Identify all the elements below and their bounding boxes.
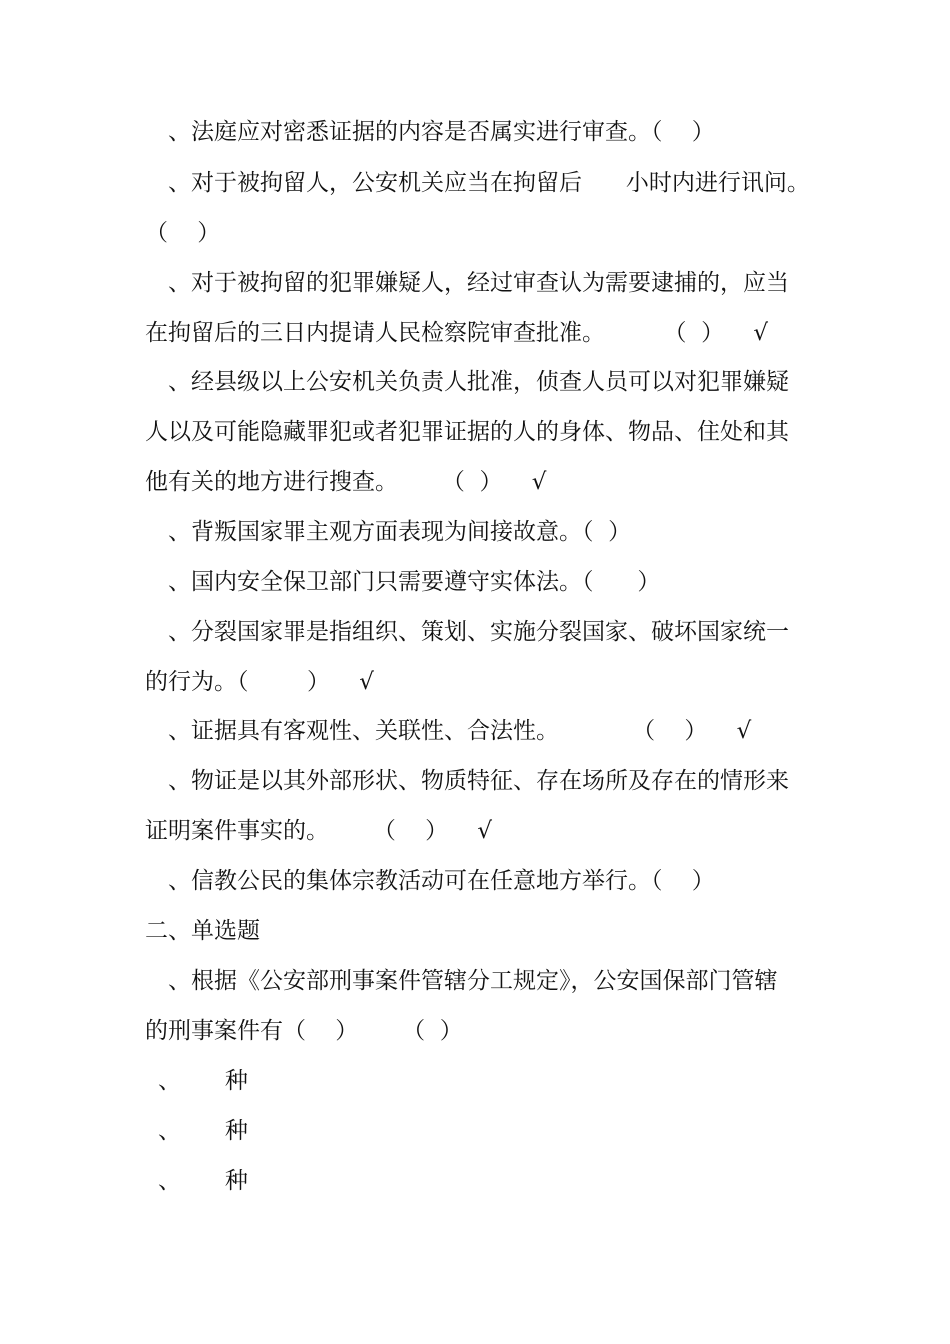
true-false-item-3-cont: 在拘留后的三日内提请人民检察院审查批准。 （ ） √: [145, 320, 769, 346]
single-choice-item-1: 、根据《公安部刑事案件管辖分工规定》，公安国保部门管辖: [168, 968, 778, 994]
true-false-item-9-cont: 证明案件事实的。 （ ） √: [145, 818, 493, 844]
true-false-item-2: 、对于被拘留人，公安机关应当在拘留后 小时内进行讯问。: [168, 170, 810, 196]
section-heading: 二、单选题: [145, 918, 260, 944]
true-false-item-6: 、国内安全保卫部门只需要遵守实体法。（ ）: [168, 569, 661, 595]
true-false-item-7: 、分裂国家罪是指组织、策划、实施分裂国家、破坏国家统一: [168, 619, 789, 645]
choice-option: 、 种: [158, 1118, 248, 1144]
true-false-item-2-cont: （ ）: [145, 220, 221, 246]
true-false-item-1: 、法庭应对密悉证据的内容是否属实进行审查。（ ）: [168, 119, 715, 145]
true-false-item-4-cont: 人以及可能隐藏罪犯或者犯罪证据的人的身体、物品、住处和其: [145, 419, 789, 445]
single-choice-item-1-cont: 的刑事案件有（ ） （ ）: [145, 1018, 463, 1044]
choice-option: 、 种: [158, 1168, 248, 1194]
true-false-item-8: 、证据具有客观性、关联性、合法性。 （ ） √: [168, 718, 752, 744]
true-false-item-7-cont: 的行为。（ ） √: [145, 669, 374, 695]
true-false-item-10: 、信教公民的集体宗教活动可在任意地方举行。（ ）: [168, 868, 715, 894]
choice-option: 、 种: [158, 1068, 248, 1094]
true-false-item-3: 、对于被拘留的犯罪嫌疑人，经过审查认为需要逮捕的，应当: [168, 270, 789, 296]
true-false-item-4-cont: 他有关的地方进行搜查。 （ ） √: [145, 469, 547, 495]
true-false-item-9: 、物证是以其外部形状、物质特征、存在场所及存在的情形来: [168, 768, 789, 794]
true-false-item-4: 、经县级以上公安机关负责人批准，侦查人员可以对犯罪嫌疑: [168, 369, 789, 395]
true-false-item-5: 、背叛国家罪主观方面表现为间接故意。（ ）: [168, 519, 632, 545]
